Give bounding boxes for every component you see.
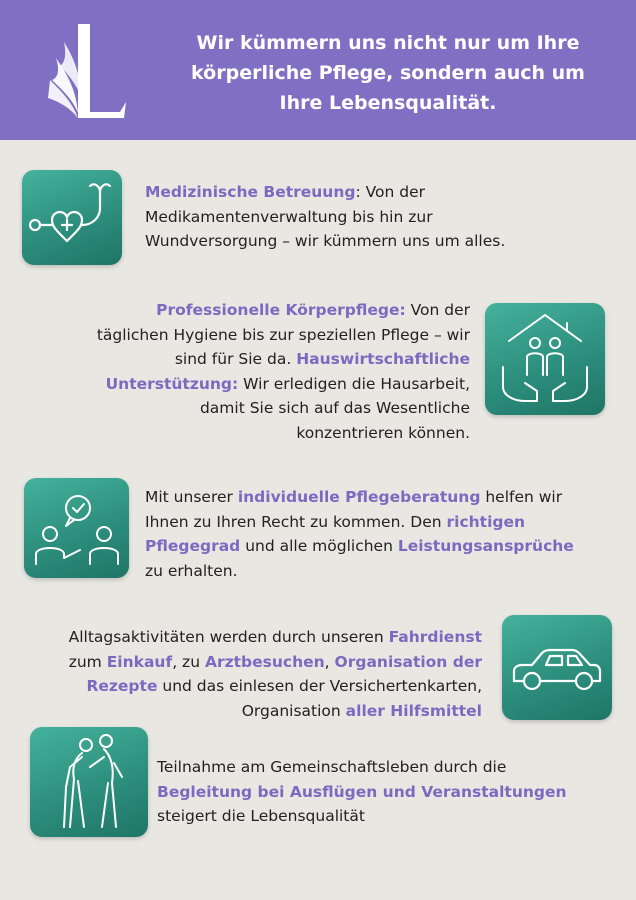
- highlight: Einkauf: [106, 652, 173, 671]
- text-line: [157, 755, 567, 780]
- text-run: damit Sie sich auf das Wesentliche: [199, 399, 470, 417]
- header-banner: [0, 0, 636, 140]
- header-title-line: Ihre Lebensqualität.: [279, 92, 497, 114]
- text-run: Mit unserer: [145, 488, 238, 506]
- text-line: [145, 534, 574, 559]
- text-run: täglichen Hygiene bis zur speziellen Pflege – wir: [96, 325, 470, 344]
- highlight: aller Hilfsmittel: [345, 701, 482, 720]
- text-line: [30, 323, 470, 348]
- text-line: [157, 780, 567, 805]
- text-line: [30, 421, 470, 446]
- text-run: Wir erledigen die Hausarbeit,: [238, 374, 470, 393]
- text-line: [30, 396, 470, 421]
- text-run: Teilnahme am Gemeinschaftsleben durch die: [157, 758, 507, 776]
- text-run: und alle möglichen: [240, 537, 398, 555]
- text-run: Ihnen zu Ihren Recht zu kommen. Den: [145, 512, 447, 531]
- highlight: Unterstützung:: [105, 374, 239, 393]
- text-line: [12, 699, 482, 724]
- logo-icon: [48, 18, 130, 128]
- highlight: Hauswirtschaftliche: [296, 350, 470, 368]
- highlight: richtigen: [446, 512, 526, 531]
- text-run: Alltagsaktivitäten werden durch unseren: [68, 628, 389, 646]
- text-line: [157, 804, 567, 829]
- text-run: Von der: [405, 301, 470, 319]
- text-run: Medikamentenverwaltung bis hin zur: [145, 207, 433, 226]
- text-run: ,: [324, 652, 335, 671]
- section-2-tile: [485, 303, 605, 415]
- text-line: [145, 559, 574, 584]
- text-run: Organisation: [241, 701, 346, 720]
- highlight: Pflegegrad: [145, 537, 241, 555]
- text-line: [12, 625, 482, 650]
- text-run: helfen wir: [480, 488, 563, 506]
- text-line: [145, 229, 505, 254]
- text-run: konzentrieren können.: [296, 423, 470, 442]
- header-title-line: körperliche Pflege, sondern auch um: [191, 62, 585, 84]
- text-line: [145, 510, 574, 535]
- highlight: Begleitung bei Ausflügen und Veranstaltungen: [157, 782, 567, 801]
- highlight: individuelle Pflegeberatung: [237, 488, 481, 506]
- header-title-line: Wir kümmern uns nicht nur um Ihre: [196, 32, 580, 54]
- section-3-text: [145, 485, 574, 583]
- highlight: Rezepte: [86, 677, 158, 695]
- text-run: Wundversorgung – wir kümmern uns um alles.: [145, 232, 506, 250]
- text-run: steigert die Lebensqualität: [157, 807, 365, 825]
- stethoscope-heart-icon: [22, 170, 122, 265]
- text-run: und das einlesen der Versichertenkarten,: [157, 677, 482, 695]
- car-icon: [502, 615, 612, 720]
- elderly-companion-walking-icon: [30, 727, 148, 837]
- section-4-tile: [502, 615, 612, 720]
- highlight: Professionelle Körperpflege:: [156, 301, 406, 319]
- text-run: : Von der: [355, 183, 426, 201]
- highlight: Arztbesuchen: [204, 652, 325, 671]
- highlight: Fahrdienst: [388, 628, 482, 646]
- section-4-text: [12, 625, 482, 723]
- section-5-tile: [30, 727, 148, 837]
- text-line: [12, 674, 482, 699]
- text-line: [145, 485, 574, 510]
- text-run: sind für Sie da.: [174, 350, 297, 368]
- text-run: zum: [68, 652, 107, 671]
- text-run: , zu: [172, 652, 205, 671]
- text-run: zu erhalten.: [145, 561, 238, 580]
- text-line: [145, 180, 505, 205]
- house-family-hands-icon: [485, 303, 605, 415]
- text-line: [145, 205, 505, 230]
- section-5-text: [157, 755, 567, 829]
- text-line: [12, 650, 482, 675]
- highlight: Medizinische Betreuung: [145, 183, 356, 201]
- text-line: [30, 347, 470, 372]
- text-line: [30, 372, 470, 397]
- consultation-people-icon: [24, 478, 129, 578]
- section-1-tile: [22, 170, 122, 265]
- header-title: [168, 28, 608, 118]
- text-line: [30, 298, 470, 323]
- section-1-text: [145, 180, 505, 254]
- highlight: Leistungsansprüche: [397, 537, 574, 555]
- section-2-text: [30, 298, 470, 445]
- section-3-tile: [24, 478, 129, 578]
- highlight: Organisation der: [334, 652, 482, 671]
